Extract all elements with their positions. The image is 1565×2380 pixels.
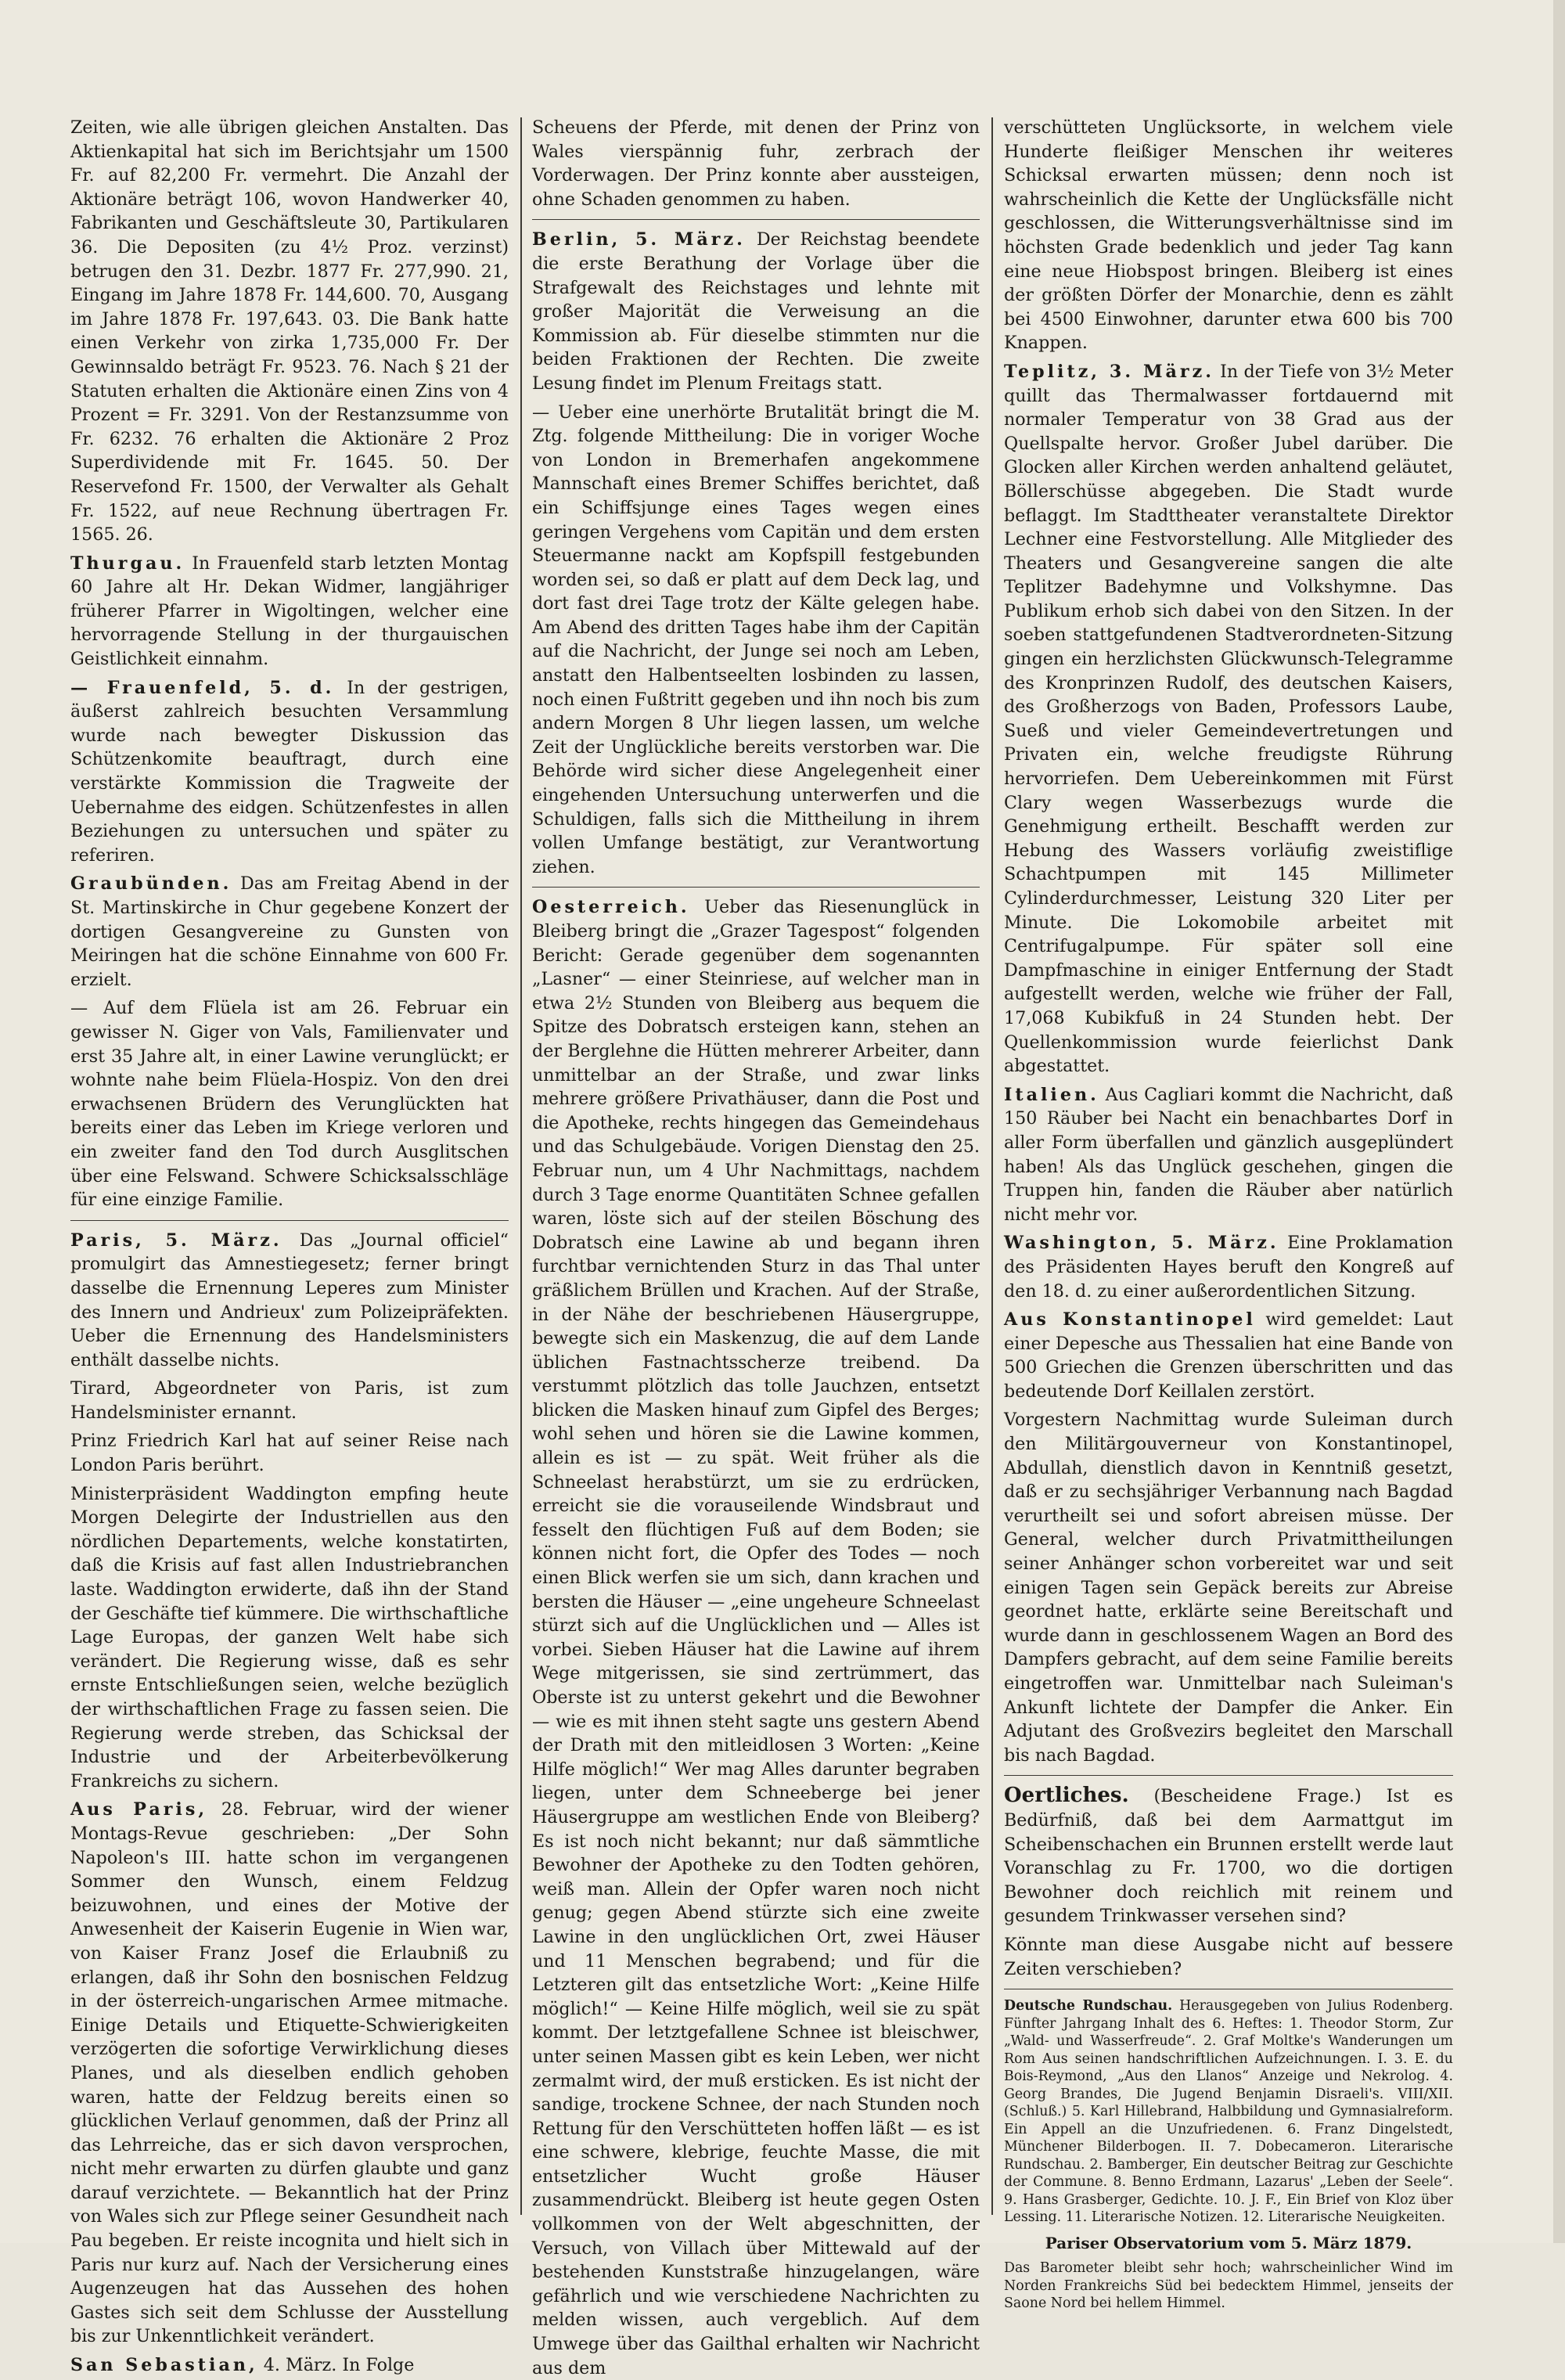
prince-wales-continuation: Scheuens der Pferde, mit denen der Prinz von Wales vierspännig fuhr, zerbrach der Vorderwagen. Der Prinz konnte aber aussteigen, ohne Schaden genommen zu haben. [532, 117, 980, 210]
notice-text: Herausgegeben von Julius Rodenberg. Fünfter Jahrgang Inhalt des 6. Heftes: 1. Theodor Storm, Zur „Wald- und Wasserfreude“. 2. Graf Moltke's Wanderungen um Rom Aus seinen handschriftlichen Aufzeichnungen. I. 3. E. du Bois-Reymond, „Aus den Llanos“ Anzeige und Nekrolog. 4. Georg Brandes, Die Jugend Benjamin Disraeli's. VIII/XII. (Schluß.) 5. Karl Hillebrand, Halbbildung und Gymnasialreform. Ein Appell an die Unzufriedenen. 6. Franz Dingelstedt, Münchener Bilderbogen. II. 7. Dobecameron. Literarische Rundschau. 2. Bamberger, Ein deutscher Beitrag zur Geschichte der Commune. 8. Benno Erdmann, Lazarus' „Leben der Seele“. 9. Hans Grasberger, Gedichte. 10. J. F., Ein Brief von Kloz über Lessing. 11. Literarische Notizen. 12. Literarische Neuigkeiten. [1004, 1998, 1454, 2226]
article-text: wird gemeldet: Laut einer Depesche aus Thessalien hat eine Bande von 500 Griechen die Grenzen überschritten und das bedeutende Dorf Keillalen zerstört. [1004, 1309, 1454, 1402]
article-text: Ueber das Riesenunglück in Bleiberg bringt die „Grazer Tagespost“ folgenden Bericht: Gerade gegenüber dem sogenannten „Lasner“ — einer Steinriese, auf welcher man in etwa 2½ Stunden von Bleiberg aus bequem die Spitze des Dobratsch ersteigen kann, stehen an der Berglehne die Hütten mehrerer Arbeiter, dann unmittelbar an der Straße, und zwar links mehrere größere Privathäuser, dann die Post und die Apotheke, rechts hingegen das Gemeindehaus und das Schulgebäude. Vorigen Dienstag den 25. Februar nun, um 4 Uhr Nachmittags, nachdem durch 3 Tage enorme Quantitäten Schnee gefallen waren, löste sich auf der steilen Böschung des Dobratsch eine Lawine ab und begann ihren furchtbar vernichtenden Sturz in das Thal unter gräßlichem Brüllen und Krachen. Auf der Straße, in der Nähe der beschriebenen Häusergruppe, bewegte sich ein Maskenzug, die auf dem Lande üblichen Fastnachtsscherze treibend. Da verstummt plötzlich das tolle Jauchzen, entsetzt blicken die Masken hinauf zum Gipfel des Berges; wohl sehen und hören sie die Lawine kommen, allein es ist — zu spät. Weit früher als die Schneelast herabstürzt, um sie zu erdrücken, erreicht sie die vorauseilende Windsbraut und fesselt den flüchtigen Fuß auf dem Boden; sie können nicht fort, die Opfer des Todes — noch einen Blick werfen sie um sich, dann krachen und bersten die Häuser — „eine ungeheure Schneelast stürzt sich auf die Unglücklichen und — Alles ist vorbei. Sieben Häuser hat die Lawine auf ihrem Wege mitgerissen, sie sind zertrümmert, das Oberste ist zu unterst gekehrt und die Bewohner — wie es mit ihnen steht sagte uns gestern Abend der Drath mit den mitleidlosen 3 Worten: „Keine Hilfe möglich!“ Wer mag Alles darunter begraben liegen, unter dem Schneeberge bei jener Häusergruppe am westlichen Ende von Bleiberg? Es ist noch nicht bekannt; nur daß sämmtliche Bewohner der Apotheke zu den Todten gehören, weiß man. Allein der Opfer waren noch nicht genug; gegen Abend stürzte sich eine zweite Lawine in den unglücklichen Ort, zwei Häuser und 11 Menschen begrabend; und für die Letzteren gilt das entsetzliche Wort: „Keine Hilfe möglich!“ — Keine Hilfe möglich, weil sie zu spät kommt. Der letztgefallene Schnee ist bleischwer, unter seinen Massen gibt es kein Leben, wer nicht zermalmt wird, der muß ersticken. Es ist nicht der sandige, trockene Schnee, der nach Stunden noch Rettung für den Verschütteten hoffen läßt — es ist eine schwere, klebrige, feuchte Masse, die mit entsetzlicher Wucht große Häuser zusammendrückt. Bleiberg ist heute gegen Osten vollkommen von der Welt abgeschnitten, der Versuch, von Villach über Mittewald auf der bestehenden Kunststraße hinzugelangen, wäre gefährlich und wie verschiedene Nachrichten zu melden wissen, auch vergeblich. Auf dem Umwege über das Gailthal erhalten wir Nachricht aus dem [532, 897, 980, 2378]
dateline: Aus Paris, [70, 1799, 208, 1820]
article-text: In der gestrigen, äußerst zahlreich besuchten Versammlung wurde nach bewegter Diskussion das Schützenkomite beauftragt, durch eine verstärkte Kommission die Tragweite der Uebernahme des eidgen. Schützenfestes in allen Beziehungen zu untersuchen und später zu referiren. [70, 677, 509, 866]
observatorium-text: Das Barometer bleibt sehr hoch; wahrscheinlicher Wind im Norden Frankreichs Süd bei bedecktem Himmel, jenseits der Saone Nord bei hellem Himmel. [1004, 2260, 1453, 2312]
article-text: Das am Freitag Abend in der St. Martinskirche in Chur gegebene Konzert der dortigen Gesangvereine zu Gunsten von Meiringen hat die schöne Einnahme von 600 Fr. erzielt. [70, 873, 509, 990]
italien-article [1004, 1083, 1453, 1227]
section-divider [532, 219, 980, 220]
thurgau-article [70, 552, 509, 672]
oertliches-question: Könnte man diese Ausgabe nicht auf bessere Zeiten verschieben? [1004, 1934, 1453, 1979]
dateline: Graubünden. [70, 873, 232, 895]
section-heading: Oertliches. [1004, 1784, 1129, 1808]
column-rule [991, 117, 993, 2215]
article-text: Eine Proklamation des Präsidenten Hayes beruft den Kongreß auf den 18. d. zu einer außerordentlichen Sitzung. [1004, 1233, 1454, 1302]
graubuenden-article [70, 872, 509, 992]
dateline: Teplitz, 3. März. [1004, 361, 1214, 382]
article-text: (Bescheidene Frage.) Ist es Bedürfniß, daß bei dem Aarmattgut im Scheibenschachen ein Brunnen erstellt werde laut Voranschlag zu Fr. 1700, wo die dortigen Bewohner doch reichlich mit reinem und gesundem Trinkwasser versehen sind? [1004, 1786, 1453, 1927]
dateline: Thurgau. [70, 553, 185, 574]
article-text: In der Tiefe von 3½ Meter quillt das Thermalwasser fortdauernd mit normaler Temperatur von 38 Grad aus der Quellspalte hervor. Großer Jubel darüber. Die Glocken aller Kirchen werden anhaltend geläutet, Böllerschüsse abgegeben. Die Stadt wurde beflaggt. Im Stadttheater veranstaltete Direktor Lechner eine Festvorstellung. Alle Mitglieder des Theaters und Gesangvereine sangen die alte Teplitzer Badehymne und Volkshymne. Das Publikum erhob sich dabei von den Sitzen. In der soeben stattgefundenen Stadtverordneten-Sitzung gingen ein herzlichsten Glückwunsch-Telegramme des Kronprinzen Rudolf, des deutschen Kaisers, des Großherzogs von Baden, Professors Laube, Sueß und vieler Gemeindevertretungen und Privaten ein, welche freudigste Rührung hervorriefen. Dem Uebereinkommen mit Fürst Clary wegen Wasserbezugs wurde die Genehmigung ertheilt. Beschafft werden zur Hebung des Wassers vorläufig zweistiflige Schachtpumpen mit 145 Millimeter Cylinderdurchmesser, Leistung 320 Liter per Minute. Die Lokomobile arbeitet mit Centrifugalpumpe. Für später soll eine Dampfmaschine in einiger Entfernung der Stadt aufgestellt werden, welche wie früher der Fall, 17,068 Kubikfuß in 24 Stunden hebt. Der Quellenkommission wurde feierlichst Dank abgestattet. [1004, 361, 1453, 1077]
suleiman-article: Vorgestern Nachmittag wurde Suleiman durch den Militärgouverneur von Konstantinopel, Abdullah, dienstlich davon in Kenntniß gesetzt, daß er zu sechsjähriger Verbannung nach Bagdad verurtheilt sei und sofort abreisen müsse. Der General, welcher durch Privatmittheilungen seiner Anhänger schon vorbereitet war und seit einigen Tagen sein Gepäck bereits zur Abreise geordnet hatte, erklärte seine Bereitschaft und wurde dann in geschlossenem Wagen an Bord des Dampfers gebracht, auf dem seine Familie bereits eingetroffen war. Unmittelbar nach Suleiman's Ankunft lichtete der Dampfer die Anker. Ein Adjutant des Großvezirs begleitet den Marschall bis nach Bagdad. [1004, 1410, 1453, 1766]
dateline: — Frauenfeld, 5. d. [70, 677, 335, 698]
berlin-article [532, 228, 980, 395]
article-text: Aus Cagliari kommt die Nachricht, daß 150 Räuber bei Nacht ein benachbartes Dorf in aller Form überfallen und gänzlich ausgeplündert haben! Als das Unglück geschehen, gingen die Truppen hin, fanden die Räuber aber natürlich nicht mehr vor. [1004, 1084, 1454, 1225]
observatorium-heading: Pariser Observatorium vom 5. März 1879. [1045, 2233, 1412, 2252]
page-edge [1553, 0, 1565, 2243]
rundschau-notice [1004, 1997, 1453, 2227]
dateline: Washington, 5. März. [1004, 1233, 1279, 1254]
bank-report-paragraph: Zeiten, wie alle übrigen gleichen Anstalten. Das Aktienkapital hat sich im Berichtsjahr um 1500 Fr. auf 82,200 Fr. vermehrt. Die Anzahl der Aktionäre beträgt 106, wovon Handwerker 40, Fabrikanten und Geschäftsleute 30, Partikularen 36. Die Depositen (zu 4½ Proz. verzinst) betrugen den 31. Dezbr. 1877 Fr. 277,990. 21, Eingang im Jahre 1878 Fr. 144,600. 70, Ausgang im Jahre 1878 Fr. 197,643. 03. Die Bank hatte einen Verkehr von zirka 1,735,000 Fr. Der Gewinnsaldo beträgt Fr. 9523. 76. Nach § 21 der Statuten erhalten die Aktionäre einen Zins von 4 Prozent = Fr. 3291. Von der Restanzsumme von Fr. 6232. 76 erhalten die Aktionäre 2 Proz Superdividende mit Fr. 1645. 50. Der Reservefond Fr. 1500, der Verwalter als Gehalt Fr. 1522, auf neue Rechnung übertragen Fr. 1565. 26. [70, 117, 509, 545]
dateline: San Sebastian, [70, 2355, 258, 2376]
column-middle [532, 116, 980, 2378]
aus-paris-article [70, 1798, 509, 2349]
frauenfeld-article [70, 676, 509, 868]
san-sebastian-article [70, 2353, 509, 2378]
konstantinopel-article [1004, 1308, 1453, 1403]
dateline: Aus Konstantinopel [1004, 1309, 1256, 1330]
dateline: Paris, 5. März. [70, 1230, 282, 1251]
article-text: Der Reichstag beendete die erste Berathung der Vorlage über die Strafgewalt des Reichstages und lehnte mit großer Majorität die Verweisung an die Kommission ab. Für dieselbe stimmten nur die beiden Fraktionen der Rechten. Die zweite Lesung findet im Plenum Freitags statt. [532, 229, 980, 394]
paris-article [70, 1229, 509, 1373]
dateline: Italien. [1004, 1084, 1099, 1105]
bleiberg-continuation: verschütteten Unglücksorte, in welchem viele Hunderte fleißiger Menschen ihr weiteres Schicksal erwarten müssen; denn noch ist wahrscheinlich die Kette der Unglücksfälle nicht geschlossen, die Witterungsverhältnisse sind im höchsten Grade bedenklich und jeder Tag kann eine neue Hiobspost bringen. Bleiberg ist eines der größten Dörfer der Monarchie, denn es zählt bei 4500 Einwohner, darunter etwa 600 bis 700 Knappen. [1004, 117, 1453, 354]
section-divider [1004, 1775, 1453, 1776]
oertliches-article [1004, 1784, 1453, 1928]
article-text: In Frauenfeld starb letzten Montag 60 Jahre alt Hr. Dekan Widmer, langjähriger früherer Pfarrer in Wigoltingen, welcher eine hervorragende Stellung in der thurgauischen Geistlichkeit einnahm. [70, 553, 509, 670]
waddington-article: Ministerpräsident Waddington empfing heute Morgen Delegirte der Industriellen aus den nördlichen Departements, welche konstatirten, daß die Krisis auf fast allen Industriebranchen laste. Waddington erwiderte, daß ihn der Stand der Geschäfte tief kümmere. Die wirthschaftliche Lage Europas, der ganzen Welt habe sich verändert. Die Regierung wisse, daß es sehr ernste Entschließungen seien, welche bezüglich der wirthschaftlichen Frage zu fassen seien. Die Regierung werde streben, das Schicksal der Industrie und der Arbeiterbevölkerung Frankreichs zu sichern. [70, 1483, 509, 1791]
column-left [70, 116, 509, 2376]
flueela-article: — Auf dem Flüela ist am 26. Februar ein gewisser N. Giger von Vals, Familienvater und erst 35 Jahre alt, in einer Lawine verunglückt; er wohnte nahe beim Flüela-Hospiz. Von den drei erwachsenen Brüdern des Verunglückten hat bereits einer das Leben im Kriege verloren und ein zweiter fand den Tod durch Ausglitschen über eine Felswand. Schwere Schicksalsschläge für eine einzige Familie. [70, 998, 509, 1211]
section-divider [70, 1220, 509, 1221]
tirard-article: Tirard, Abgeordneter von Paris, ist zum Handelsminister ernannt. [70, 1378, 509, 1423]
dateline: Oesterreich. [532, 897, 690, 918]
article-text: Das „Journal officiel“ promulgirt das Amnestiegesetz; ferner bringt dasselbe die Ernennung Leperes zum Minister des Innern und Andrieux' zum Polizeipräfekten. Ueber die Ernennung des Handelsministers enthält dasselbe nichts. [70, 1230, 509, 1370]
article-text: 4. März. In Folge [263, 2355, 415, 2376]
washington-article [1004, 1231, 1453, 1303]
prinz-article: Prinz Friedrich Karl hat auf seiner Reise nach London Paris berührt. [70, 1431, 509, 1476]
section-divider [532, 887, 980, 888]
teplitz-article [1004, 360, 1453, 1078]
column-right [1004, 116, 1454, 2312]
brutality-article: — Ueber eine unerhörte Brutalität bringt die M. Ztg. folgende Mittheilung: Die in voriger Woche von London in Bremerhafen angekommene Mannschaft eines Bremer Schiffes berichtet, daß ein Schiffsjunge eines Tages wegen eines geringen Vergehens vom Capitän und dem ersten Steuermanne nackt am Kopfspill festgebunden worden sei, so daß er platt auf dem Deck lag, und dort fast drei Tage trotz der Kälte gelegen habe. Am Abend des dritten Tages habe ihm der Capitän auf die Nachricht, der Junge sei noch am Leben, anstatt den Halbentseelten losbinden zu lassen, noch einen Fußtritt gegeben und ihn noch bis zum andern Morgen 8 Uhr liegen lassen, um welche Zeit der Unglückliche bereits verstorben war. Die Behörde wird sicher diese Angelegenheit einer eingehenden Untersuchung unterwerfen und die Schuldigen, falls sich die Mittheilung in ihrem vollen Umfange bestätigt, zur Verantwortung ziehen. [532, 401, 980, 877]
dateline: Berlin, 5. März. [532, 229, 746, 250]
notice-title: Deutsche Rundschau. [1004, 1998, 1173, 2015]
article-text: 28. Februar, wird der wiener Montags-Revue geschrieben: „Der Sohn Napoleon's III. hatte schon im vergangenen Sommer den Wunsch, einem Feldzug beizuwohnen, und eines der Motive der Anwesenheit der Kaiserin Eugenie in Wien war, von Kaiser Franz Josef die Erlaubniß zu erlangen, daß ihr Sohn den bosnischen Feldzug in der österreich-ungarischen Armee mitmache. Einige Details und Etiquette-Schwierigkeiten verzögerten die sofortige Verwirklichung dieses Planes, und als dieselben endlich gehoben waren, hatte der Feldzug bereits einen so glücklichen Verlauf genommen, daß der Prinz all das Lehrreiche, das er sich davon versprochen, nicht mehr erwarten zu dürfen glaubte und ganz darauf verzichtete. — Bekanntlich hat der Prinz von Wales sich zur Pflege seiner Gesundheit nach Pau begeben. Er reiste incognita und hielt sich in Paris nur kurz auf. Nach der Versicherung eines Augenzeugen hat das Aussehen des hohen Gastes sich seit dem Schlusse der Ausstellung bis zur Unkenntlichkeit verändert. [70, 1799, 509, 2347]
column-rule [520, 117, 522, 2215]
oesterreich-article [532, 895, 980, 2380]
